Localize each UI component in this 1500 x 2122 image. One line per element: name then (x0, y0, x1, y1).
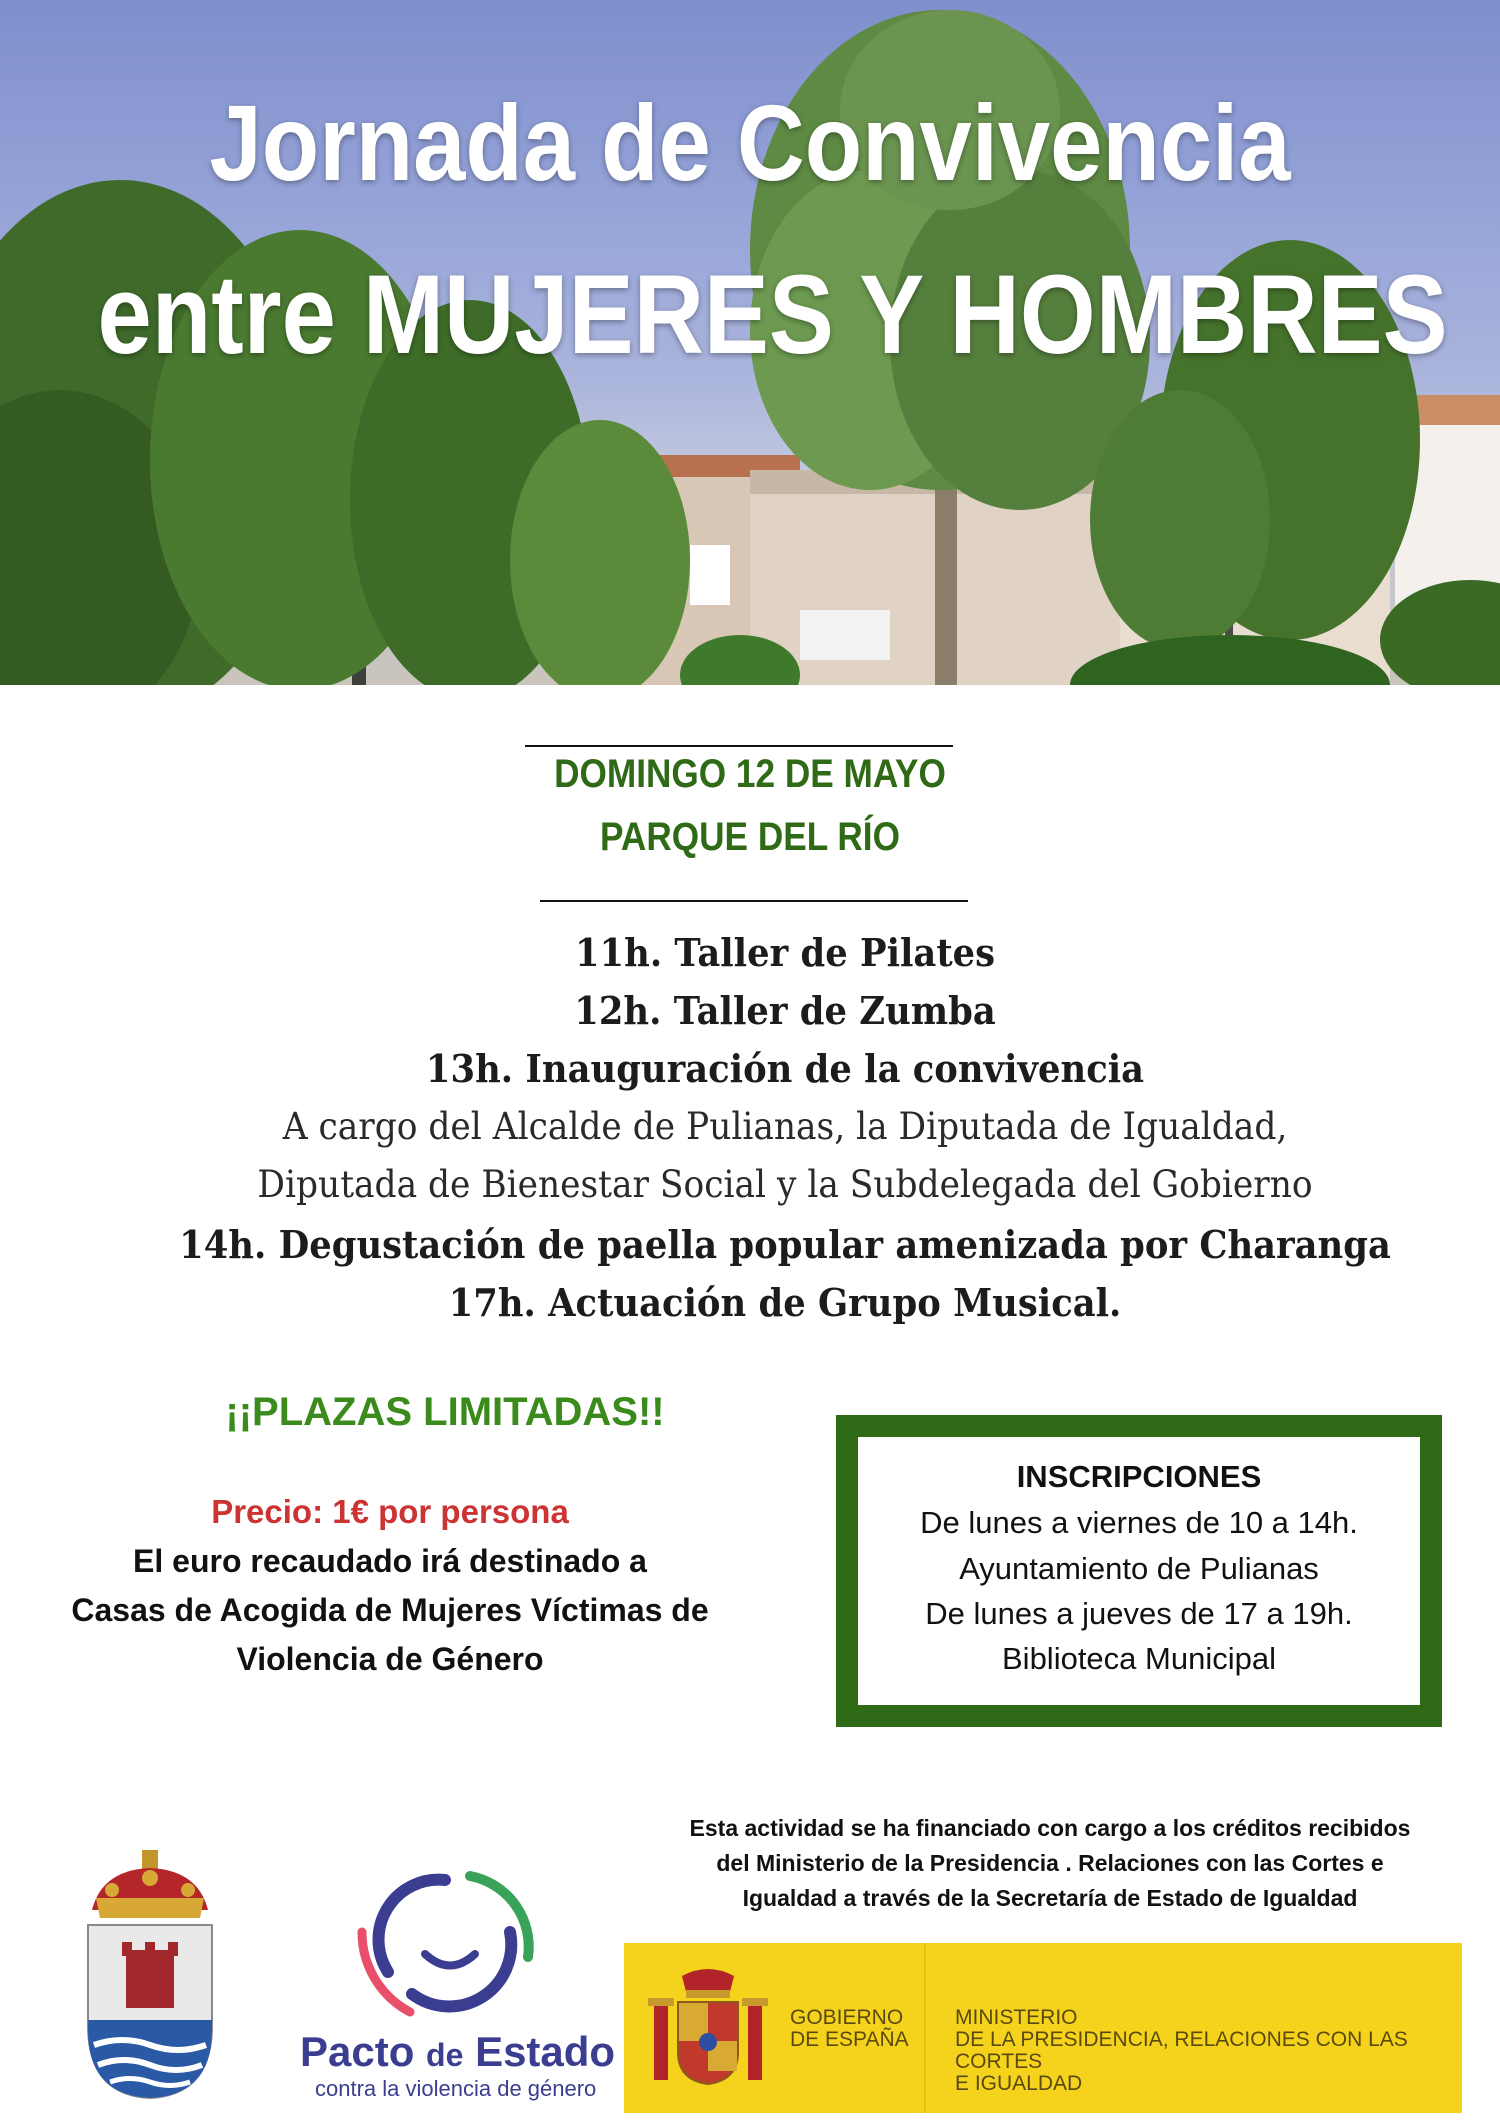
registration-line-4: Biblioteca Municipal (1002, 1641, 1276, 1676)
gobierno-de-espana-text: GOBIERNO DE ESPAÑA (790, 2006, 909, 2051)
destination-line-2: Casas de Acogida de Mujeres Víctimas de (71, 1592, 709, 1628)
pacto-word-estado: Estado (475, 2028, 616, 2075)
programme-item-pilates: 11h. Taller de Pilates (574, 930, 996, 975)
programme-item-inauguration: 13h. Inauguración de la convivencia (425, 1046, 1145, 1091)
title-line-2: entre MUJERES Y HOMBRES (97, 252, 1448, 377)
spain-coat-of-arms-icon (648, 1962, 768, 2090)
programme-note-line-1: A cargo del Alcalde de Pulianas, la Diputada de Igualdad, (282, 1105, 1288, 1148)
title-line-1: Jornada de Convivencia (209, 82, 1291, 203)
event-date: DOMINGO 12 DE MAYO (554, 752, 946, 796)
event-place: PARQUE DEL RÍO (600, 815, 900, 859)
pacto-word-de: de (426, 2037, 464, 2073)
programme-item-zumba: 12h. Taller de Zumba (574, 988, 996, 1033)
pacto-word-pacto: Pacto (300, 2028, 415, 2075)
destination-line-3: Violencia de Género (236, 1641, 544, 1677)
registration-box (836, 1415, 1442, 1727)
funding-line-2: del Ministerio de la Presidencia . Relaciones con las Cortes e (716, 1850, 1384, 1876)
registration-line-1: De lunes a viernes de 10 a 14h. (920, 1505, 1358, 1540)
price: Precio: 1€ por persona (211, 1493, 569, 1530)
pacto-de-estado-name (300, 2028, 615, 2076)
funding-line-3: Igualdad a través de la Secretaría de Estado de Igualdad (742, 1885, 1358, 1911)
registration-line-2: Ayuntamiento de Pulianas (959, 1551, 1319, 1586)
gov-divider (924, 1943, 926, 2113)
top-divider (525, 745, 953, 747)
limited-places: ¡¡PLAZAS LIMITADAS!! (225, 1390, 665, 1434)
programme-item-music: 17h. Actuación de Grupo Musical. (448, 1280, 1122, 1325)
pacto-de-estado-subtitle: contra la violencia de género (315, 2076, 597, 2101)
pulianas-coat-of-arms-icon (82, 1850, 218, 2100)
registration-line-3: De lunes a jueves de 17 a 19h. (925, 1596, 1353, 1631)
programme-item-paella: 14h. Degustación de paella popular amenizada por Charanga (179, 1222, 1391, 1267)
ministerio-text: MINISTERIO DE LA PRESIDENCIA, RELACIONES CON LAS CORTES E IGUALDAD (955, 2006, 1408, 2095)
bottom-divider (540, 900, 968, 902)
destination-line-1: El euro recaudado irá destinado a (133, 1543, 647, 1579)
pacto-de-estado-logo-icon (350, 1862, 550, 2027)
programme-note-line-2: Diputada de Bienestar Social y la Subdelegada del Gobierno (257, 1163, 1313, 1206)
registration-title: INSCRIPCIONES (1016, 1459, 1262, 1494)
hero-photo (0, 0, 1500, 685)
funding-line-1: Esta actividad se ha financiado con cargo a los créditos recibidos (689, 1815, 1411, 1841)
